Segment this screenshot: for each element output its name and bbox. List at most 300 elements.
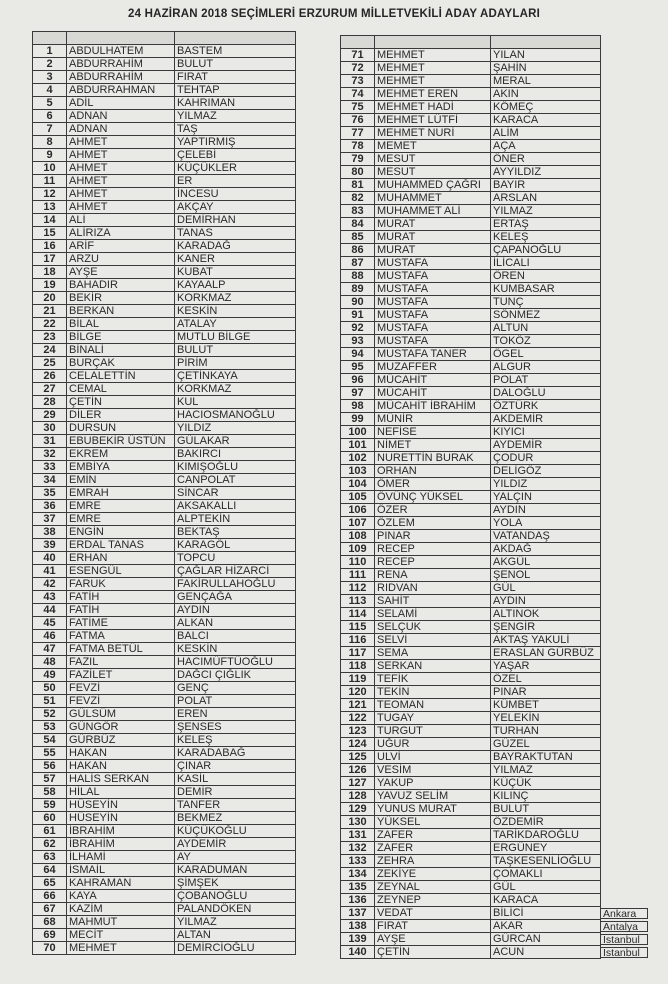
row-number: 55 bbox=[33, 747, 67, 760]
row-number: 31 bbox=[33, 435, 67, 448]
table-row bbox=[33, 721, 296, 734]
first-name: MUZAFFER bbox=[375, 361, 491, 374]
table-row bbox=[341, 491, 601, 504]
table-row bbox=[33, 240, 296, 253]
last-name: AYDIN bbox=[491, 595, 601, 608]
table-row bbox=[33, 903, 296, 916]
row-number: 79 bbox=[341, 153, 375, 166]
last-name: AYDEMİR bbox=[491, 439, 601, 452]
table-row bbox=[33, 253, 296, 266]
row-number: 57 bbox=[33, 773, 67, 786]
first-name: MEHMET bbox=[375, 62, 491, 75]
row-number: 14 bbox=[33, 214, 67, 227]
last-name: KARACA bbox=[491, 894, 601, 907]
first-name: FATMA bbox=[67, 630, 175, 643]
row-number: 32 bbox=[33, 448, 67, 461]
row-number: 17 bbox=[33, 253, 67, 266]
last-name: AKÇAY bbox=[175, 201, 296, 214]
last-name: DEMİRCİOĞLU bbox=[175, 942, 296, 955]
table-row bbox=[341, 543, 601, 556]
first-name: UĞUR bbox=[375, 738, 491, 751]
first-name: CELALETTİN bbox=[67, 370, 175, 383]
table-row bbox=[33, 565, 296, 578]
first-name: AHMET bbox=[67, 175, 175, 188]
table-row bbox=[33, 630, 296, 643]
first-name: HÜSEYİN bbox=[67, 812, 175, 825]
last-name: BULUT bbox=[175, 344, 296, 357]
row-number: 39 bbox=[33, 539, 67, 552]
last-name: GÜZEL bbox=[491, 738, 601, 751]
table-row bbox=[33, 71, 296, 84]
last-name: ALİM bbox=[491, 127, 601, 140]
first-name: HAKAN bbox=[67, 747, 175, 760]
table-row bbox=[33, 214, 296, 227]
table-row bbox=[341, 569, 601, 582]
table-row bbox=[341, 478, 601, 491]
last-name: BAYRAKTUTAN bbox=[491, 751, 601, 764]
row-number: 33 bbox=[33, 461, 67, 474]
row-number: 10 bbox=[33, 162, 67, 175]
first-name: ÇETİN bbox=[375, 946, 491, 959]
page-title: 24 HAZİRAN 2018 SEÇİMLERİ ERZURUM MİLLETVEKİLİ ADAY ADAYLARI bbox=[127, 8, 540, 20]
table-row bbox=[33, 422, 296, 435]
first-name: SELVİ bbox=[375, 634, 491, 647]
table-row bbox=[341, 127, 601, 140]
last-name: ALTUN bbox=[491, 322, 601, 335]
row-number: 8 bbox=[33, 136, 67, 149]
last-name: KARADABAĞ bbox=[175, 747, 296, 760]
first-name: TEFİK bbox=[375, 673, 491, 686]
table-row bbox=[33, 45, 296, 58]
row-number: 103 bbox=[341, 465, 375, 478]
row-number: 102 bbox=[341, 452, 375, 465]
row-number: 68 bbox=[33, 916, 67, 929]
row-number: 12 bbox=[33, 188, 67, 201]
last-name: GENÇ bbox=[175, 682, 296, 695]
row-number: 78 bbox=[341, 140, 375, 153]
last-name: KUBAT bbox=[175, 266, 296, 279]
table-row bbox=[341, 920, 601, 933]
first-name: EMBİYA bbox=[67, 461, 175, 474]
row-number: 116 bbox=[341, 634, 375, 647]
first-name: ÖZLEM bbox=[375, 517, 491, 530]
table-row bbox=[33, 825, 296, 838]
last-name: BEKTAŞ bbox=[175, 526, 296, 539]
first-name: ZEYNEP bbox=[375, 894, 491, 907]
first-name: SELAMİ bbox=[375, 608, 491, 621]
row-number: 93 bbox=[341, 335, 375, 348]
table-row bbox=[341, 868, 601, 881]
first-name: KAZİM bbox=[67, 903, 175, 916]
row-number: 121 bbox=[341, 699, 375, 712]
row-number: 75 bbox=[341, 101, 375, 114]
row-number: 107 bbox=[341, 517, 375, 530]
last-name: GENÇAĞA bbox=[175, 591, 296, 604]
last-name: KORKMAZ bbox=[175, 292, 296, 305]
table-row bbox=[341, 75, 601, 88]
last-name: ŞENGİR bbox=[491, 621, 601, 634]
first-name: ABDULHATEM bbox=[67, 45, 175, 58]
first-name: DURSUN bbox=[67, 422, 175, 435]
row-number: 43 bbox=[33, 591, 67, 604]
table-row bbox=[341, 686, 601, 699]
table-row bbox=[341, 725, 601, 738]
first-name: FAZİLET bbox=[67, 669, 175, 682]
table-row bbox=[341, 647, 601, 660]
table-row bbox=[33, 487, 296, 500]
first-name: EMRAH bbox=[67, 487, 175, 500]
last-name: GÜL bbox=[491, 881, 601, 894]
first-name: NİMET bbox=[375, 439, 491, 452]
first-name: MUSTAFA bbox=[375, 257, 491, 270]
first-name: GÜRBÜZ bbox=[67, 734, 175, 747]
first-name: MEHMET bbox=[375, 49, 491, 62]
first-name: EMİN bbox=[67, 474, 175, 487]
last-name: KIYICI bbox=[491, 426, 601, 439]
row-number: 84 bbox=[341, 218, 375, 231]
last-name: DAĞCI ÇIĞLIK bbox=[175, 669, 296, 682]
row-number: 59 bbox=[33, 799, 67, 812]
last-name: ATALAY bbox=[175, 318, 296, 331]
first-name: ZAFER bbox=[375, 829, 491, 842]
row-number: 138 bbox=[341, 920, 375, 933]
row-number: 20 bbox=[33, 292, 67, 305]
first-name: KAHRAMAN bbox=[67, 877, 175, 890]
table-row bbox=[341, 764, 601, 777]
table-row bbox=[341, 244, 601, 257]
first-name: ORHAN bbox=[375, 465, 491, 478]
last-name: BULUT bbox=[175, 58, 296, 71]
table-row bbox=[341, 712, 601, 725]
last-name: İLİCALI bbox=[491, 257, 601, 270]
first-name: ULVİ bbox=[375, 751, 491, 764]
row-number: 87 bbox=[341, 257, 375, 270]
table-row bbox=[33, 175, 296, 188]
table-row bbox=[33, 227, 296, 240]
table-row bbox=[33, 331, 296, 344]
row-number: 128 bbox=[341, 790, 375, 803]
first-name: FAZIL bbox=[67, 656, 175, 669]
first-name: BERKAN bbox=[67, 305, 175, 318]
table-row bbox=[341, 101, 601, 114]
row-number: 137 bbox=[341, 907, 375, 920]
last-name: ÇOMAKLI bbox=[491, 868, 601, 881]
last-name: ERTAŞ bbox=[491, 218, 601, 231]
last-name: AÇA bbox=[491, 140, 601, 153]
first-name: MÜCAHİT bbox=[375, 374, 491, 387]
row-number: 18 bbox=[33, 266, 67, 279]
row-number: 105 bbox=[341, 491, 375, 504]
last-name: KELEŞ bbox=[175, 734, 296, 747]
last-name: ÖZTÜRK bbox=[491, 400, 601, 413]
last-name: KAHRIMAN bbox=[175, 97, 296, 110]
last-name: ACUN bbox=[491, 946, 601, 959]
table-row bbox=[33, 110, 296, 123]
row-number: 92 bbox=[341, 322, 375, 335]
last-name: TUNÇ bbox=[491, 296, 601, 309]
last-name: KÜÇÜKLER bbox=[175, 162, 296, 175]
first-name: YAVUZ SELİM bbox=[375, 790, 491, 803]
table-row bbox=[341, 166, 601, 179]
last-name: PİRİM bbox=[175, 357, 296, 370]
table-row bbox=[341, 348, 601, 361]
table-row bbox=[33, 656, 296, 669]
row-number: 15 bbox=[33, 227, 67, 240]
table-row bbox=[33, 851, 296, 864]
table-row bbox=[33, 890, 296, 903]
first-name: MECİT bbox=[67, 929, 175, 942]
last-name: DEMİRHAN bbox=[175, 214, 296, 227]
row-number: 40 bbox=[33, 552, 67, 565]
last-name: KARAGÖL bbox=[175, 539, 296, 552]
first-name: KAYA bbox=[67, 890, 175, 903]
last-name: YELEKİN bbox=[491, 712, 601, 725]
row-number: 37 bbox=[33, 513, 67, 526]
last-name: ÇINAR bbox=[175, 760, 296, 773]
first-name: HİLAL bbox=[67, 786, 175, 799]
row-number: 3 bbox=[33, 71, 67, 84]
last-name: DELİGÖZ bbox=[491, 465, 601, 478]
first-name: ÖZER bbox=[375, 504, 491, 517]
table-row bbox=[33, 435, 296, 448]
table-row bbox=[33, 942, 296, 955]
last-name: TARİKDAROĞLU bbox=[491, 829, 601, 842]
table-row bbox=[33, 773, 296, 786]
candidate-table-right bbox=[340, 35, 601, 959]
table-row bbox=[341, 400, 601, 413]
last-name: YILMAZ bbox=[491, 764, 601, 777]
table-row bbox=[33, 344, 296, 357]
table-row bbox=[341, 660, 601, 673]
last-name: BEKMEZ bbox=[175, 812, 296, 825]
first-name: MEHMET bbox=[375, 75, 491, 88]
last-name: MERAL bbox=[491, 75, 601, 88]
row-number: 136 bbox=[341, 894, 375, 907]
table-row bbox=[33, 682, 296, 695]
last-name: ALKAN bbox=[175, 617, 296, 630]
city-note: Antalya bbox=[600, 921, 648, 932]
table-row bbox=[341, 309, 601, 322]
first-name: YÜKSEL bbox=[375, 816, 491, 829]
last-name: MUTLU BİLGE bbox=[175, 331, 296, 344]
last-name: YAPTIRMIŞ bbox=[175, 136, 296, 149]
table-row bbox=[341, 777, 601, 790]
first-name: MESUT bbox=[375, 166, 491, 179]
first-name: YUNUS MURAT bbox=[375, 803, 491, 816]
row-number: 64 bbox=[33, 864, 67, 877]
first-name: MUSTAFA bbox=[375, 322, 491, 335]
table-row bbox=[33, 370, 296, 383]
table-row bbox=[33, 162, 296, 175]
last-name: ÇAĞLAR HİZARCİ bbox=[175, 565, 296, 578]
first-name: BAHADIR bbox=[67, 279, 175, 292]
last-name: YILMAZ bbox=[175, 916, 296, 929]
table-row bbox=[341, 270, 601, 283]
last-name: DALOĞLU bbox=[491, 387, 601, 400]
last-name: AYDIN bbox=[175, 604, 296, 617]
first-name: İBRAHİM bbox=[67, 825, 175, 838]
table-row bbox=[33, 695, 296, 708]
last-name: KAYAALP bbox=[175, 279, 296, 292]
table-row bbox=[33, 747, 296, 760]
last-name: ALTAN bbox=[175, 929, 296, 942]
row-number: 118 bbox=[341, 660, 375, 673]
first-name: MESUT bbox=[375, 153, 491, 166]
last-name: BASTEM bbox=[175, 45, 296, 58]
first-name: MUSTAFA TANER bbox=[375, 348, 491, 361]
last-name: AKDAĞ bbox=[491, 543, 601, 556]
first-name: MAHMUT bbox=[67, 916, 175, 929]
table-row bbox=[33, 578, 296, 591]
table-row bbox=[33, 474, 296, 487]
last-name: BALCI bbox=[175, 630, 296, 643]
last-name: ÇOBANOĞLU bbox=[175, 890, 296, 903]
last-name: GÜLAKAR bbox=[175, 435, 296, 448]
last-name: YILMAZ bbox=[491, 205, 601, 218]
last-name: SİNCAR bbox=[175, 487, 296, 500]
first-name: ADİL bbox=[67, 97, 175, 110]
table-row bbox=[33, 266, 296, 279]
row-number: 4 bbox=[33, 84, 67, 97]
last-name: KELEŞ bbox=[491, 231, 601, 244]
row-number: 41 bbox=[33, 565, 67, 578]
table-row bbox=[33, 617, 296, 630]
row-number: 109 bbox=[341, 543, 375, 556]
table-row bbox=[341, 439, 601, 452]
table-row bbox=[33, 734, 296, 747]
row-number: 28 bbox=[33, 396, 67, 409]
first-name: ÖMER bbox=[375, 478, 491, 491]
first-name: ARZU bbox=[67, 253, 175, 266]
table-row bbox=[341, 829, 601, 842]
first-name: ALİRIZA bbox=[67, 227, 175, 240]
row-number: 72 bbox=[341, 62, 375, 75]
first-name: RENA bbox=[375, 569, 491, 582]
first-name: FATİH bbox=[67, 604, 175, 617]
table-row bbox=[341, 114, 601, 127]
table-row bbox=[341, 595, 601, 608]
row-number: 125 bbox=[341, 751, 375, 764]
table-row bbox=[33, 461, 296, 474]
last-name: KARACA bbox=[491, 114, 601, 127]
table-row bbox=[341, 608, 601, 621]
table-row bbox=[33, 877, 296, 890]
row-number: 88 bbox=[341, 270, 375, 283]
table-row bbox=[341, 426, 601, 439]
table-row bbox=[341, 803, 601, 816]
row-number: 89 bbox=[341, 283, 375, 296]
row-number: 135 bbox=[341, 881, 375, 894]
first-name: MEHMET LÜTFİ bbox=[375, 114, 491, 127]
row-number: 48 bbox=[33, 656, 67, 669]
table-row bbox=[341, 842, 601, 855]
last-name: BAYIR bbox=[491, 179, 601, 192]
first-name: AYŞE bbox=[375, 933, 491, 946]
row-number: 74 bbox=[341, 88, 375, 101]
first-name: MUHAMMET ALİ bbox=[375, 205, 491, 218]
first-name: ZEHRA bbox=[375, 855, 491, 868]
table-row bbox=[33, 513, 296, 526]
first-name: FATİME bbox=[67, 617, 175, 630]
last-name: KORKMAZ bbox=[175, 383, 296, 396]
row-number: 56 bbox=[33, 760, 67, 773]
first-name: MÜCAHİT bbox=[375, 387, 491, 400]
row-number: 21 bbox=[33, 305, 67, 318]
last-name: ÖREN bbox=[491, 270, 601, 283]
row-number: 114 bbox=[341, 608, 375, 621]
last-name: AKAR bbox=[491, 920, 601, 933]
first-name: AHMET bbox=[67, 201, 175, 214]
last-name: YILDIZ bbox=[491, 478, 601, 491]
table-row bbox=[341, 322, 601, 335]
table-row bbox=[33, 786, 296, 799]
last-name: TAŞKESENLİOĞLU bbox=[491, 855, 601, 868]
table-row bbox=[33, 708, 296, 721]
first-name: TUGAY bbox=[375, 712, 491, 725]
row-number: 27 bbox=[33, 383, 67, 396]
last-name: KUMBASAR bbox=[491, 283, 601, 296]
first-name: VESİM bbox=[375, 764, 491, 777]
last-name: PINAR bbox=[491, 686, 601, 699]
row-number: 38 bbox=[33, 526, 67, 539]
first-name: ENGİN bbox=[67, 526, 175, 539]
first-name: ÇETİN bbox=[67, 396, 175, 409]
first-name: MÜCAHİT İBRAHİM bbox=[375, 400, 491, 413]
table-row bbox=[341, 452, 601, 465]
last-name: ŞİMŞEK bbox=[175, 877, 296, 890]
row-number: 129 bbox=[341, 803, 375, 816]
row-number: 95 bbox=[341, 361, 375, 374]
last-name: ALGUR bbox=[491, 361, 601, 374]
first-name: İLHAMİ bbox=[67, 851, 175, 864]
first-name: HALİS SERKAN bbox=[67, 773, 175, 786]
first-name: MURAT bbox=[375, 231, 491, 244]
row-number: 111 bbox=[341, 569, 375, 582]
first-name: BİLGE bbox=[67, 331, 175, 344]
table-row bbox=[341, 153, 601, 166]
first-name: RECEP bbox=[375, 556, 491, 569]
table-row bbox=[341, 88, 601, 101]
first-name: ADNAN bbox=[67, 110, 175, 123]
last-name: ÇELEBİ bbox=[175, 149, 296, 162]
first-name: HAKAN bbox=[67, 760, 175, 773]
first-name: MUSTAFA bbox=[375, 296, 491, 309]
row-number: 35 bbox=[33, 487, 67, 500]
first-name: MEHMET EREN bbox=[375, 88, 491, 101]
row-number: 76 bbox=[341, 114, 375, 127]
last-name: AKTAŞ YAKULİ bbox=[491, 634, 601, 647]
table-row bbox=[33, 97, 296, 110]
row-number: 16 bbox=[33, 240, 67, 253]
last-name: ER bbox=[175, 175, 296, 188]
first-name: NURETTİN BURAK bbox=[375, 452, 491, 465]
first-name: ADNAN bbox=[67, 123, 175, 136]
first-name: NEFİSE bbox=[375, 426, 491, 439]
first-name: MURAT bbox=[375, 218, 491, 231]
row-number: 29 bbox=[33, 409, 67, 422]
row-number: 62 bbox=[33, 838, 67, 851]
first-name: TEOMAN bbox=[375, 699, 491, 712]
first-name: MUHAMMED ÇAĞRI bbox=[375, 179, 491, 192]
last-name: BİLİCİ bbox=[491, 907, 601, 920]
row-number: 50 bbox=[33, 682, 67, 695]
first-name: ERHAN bbox=[67, 552, 175, 565]
row-number: 2 bbox=[33, 58, 67, 71]
first-name: CEMAL bbox=[67, 383, 175, 396]
table-row bbox=[33, 812, 296, 825]
row-number: 99 bbox=[341, 413, 375, 426]
row-number: 71 bbox=[341, 49, 375, 62]
